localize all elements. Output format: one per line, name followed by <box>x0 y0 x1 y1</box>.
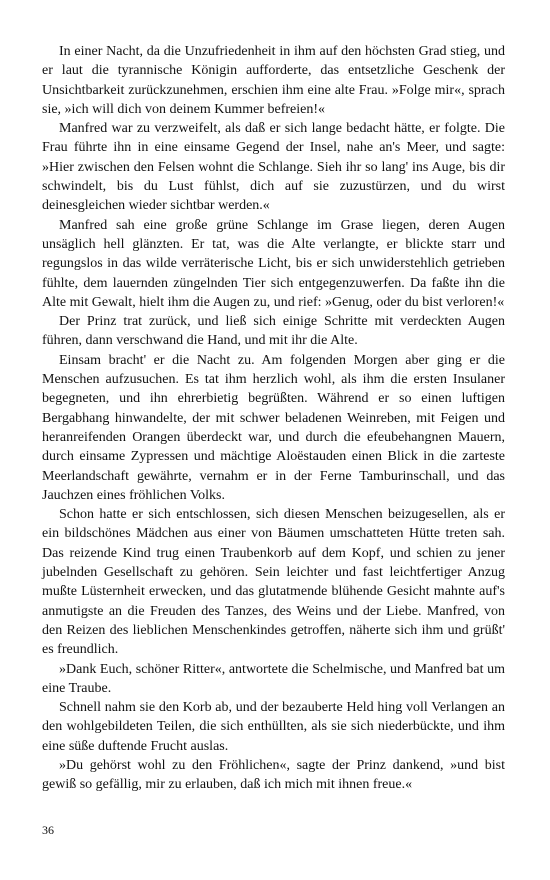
paragraph: »Dank Euch, schöner Ritter«, antwortete die Schelmische, und Manfred bat um eine Traube. <box>42 661 505 696</box>
paragraph: In einer Nacht, da die Unzufriedenheit in ihm auf den höchsten Grad stieg, und er laut die tyrannische Königin aufforderte, das entsetzliche Geschenk der Unsichtbarkeit zurückzunehmen, erschien ihm eine alte Frau. »Folge mir«, sprach sie, »ich will dich von deinem Kummer befreien!« <box>42 44 505 117</box>
paragraph: »Du gehörst wohl zu den Fröhlichen«, sagte der Prinz dankend, »und bist gewiß so gefällig, mir zu erlauben, daß ich mich mit ihnen freue.« <box>42 757 505 793</box>
paragraph: Schnell nahm sie den Korb ab, und der bezauberte Held hing voll Verlangen an den wohlgebildeten Teilen, die sich enthüllten, als sie sich niederbückte, und ihm eine süße duftende Frucht auslas. <box>42 700 505 754</box>
paragraph: Schon hatte er sich entschlossen, sich diesen Menschen beizugesellen, als er ein bildschönes Mädchen aus einer von Bäumen umschatteten Hütte treten sah. Das reizende Kind trug einen Traubenkorb auf dem Kopf, und schien zu jener jubelnden Gesellschaft zu gehören. Sein leichter und fast leichtfertiger Anzug mußte Lüsternheit erwecken, und das glutatmende blühende Gesicht mahnte auf's anmutigste an die Freuden des Tanzes, des Weins und der Liebe. Manfred, von den Reizen des lieblichen Menschenkindes getroffen, näherte sich ihm und grüßt' es freundlich. <box>42 507 505 658</box>
paragraph: Manfred war zu verzweifelt, als daß er sich lange bedacht hätte, er folgte. Die Frau führte ihn in eine einsame Gegend der Insel, nahe an's Meer, und sagte: »Hier zwischen den Felsen wohnt die Schlange. Sieh ihr so lang' ins Auge, bis dir schwindelt, bis du Lust fühlst, dich auf sie zuzustürzen, und du wirst deinesgleichen wieder sichtbar werden.« <box>42 121 505 214</box>
paragraph: Einsam bracht' er die Nacht zu. Am folgenden Morgen aber ging er die Menschen aufzusuchen. Es tat ihm herzlich wohl, als ihm die ersten Insulaner begegneten, und ihn ehrerbietig begrüßten. Während er so einen luftigen Bergabhang hinwandelte, der mit schwer beladenen Weinreben, mit Feigen und heranreifenden Orangen überdeckt war, und durch die efeubehangnen Mauern, durch einsame Zypressen und mächtige Aloëstauden einen Blick in die zarteste Meerlandschaft gewährte, vernahm er in der Ferne Tamburinschall, und das Jauchzen eines fröhlichen Volks. <box>42 352 505 503</box>
body-text <box>42 42 505 795</box>
paragraph: Manfred sah eine große grüne Schlange im Grase liegen, deren Augen unsäglich hell glänzten. Er tat, was die Alte verlangte, er blickte starr und regungslos in das wilde verräterische Licht, bis er sich unwiderstehlich getrieben fühlte, dem lauernden züngelnden Tier sich entgegenzuwerfen. Da faßte ihn die Alte mit Gewalt, hielt ihm die Augen zu, und rief: »Genug, oder du bist verloren!« <box>42 217 505 310</box>
page-number: 36 <box>42 823 54 837</box>
paragraph: Der Prinz trat zurück, und ließ sich einige Schritte mit verdeckten Augen führen, dann verschwand die Hand, und mit ihr die Alte. <box>42 314 505 349</box>
